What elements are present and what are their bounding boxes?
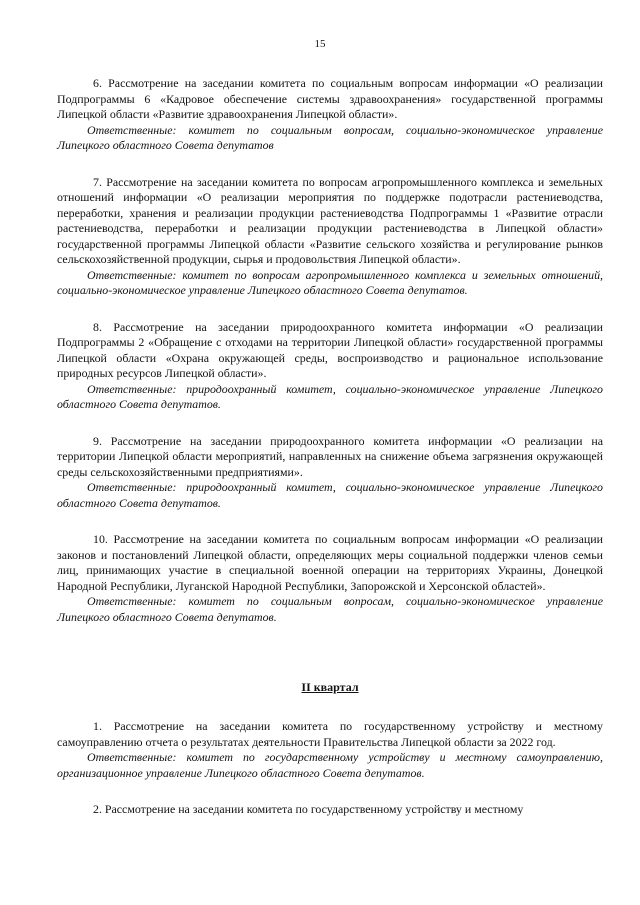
responsible-text: комитет по государственному устройству и местному самоуправлению, организационное управление Липецкого областного Совета депутатов. — [57, 750, 603, 780]
item-text: 7. Рассмотрение на заседании комитета по вопросам агропромышленного комплекса и земельных отношений информации «О реализации мероприятия по поддержке подотрасли растениеводства, переработки, хранения и реализации продукции растениеводства Подпрограммы 1 «Развитие отрасли растениеводства, переработки и реализации продукции растениеводства в Липецкой области» государственной программы Липецкой области «Развитие сельского хозяйства и регулирование рынков сельскохозяйственной продукции, сырья и продовольствия Липецкой области». — [57, 174, 603, 266]
agenda-item-6 — [57, 76, 603, 154]
section-heading-quarter: II квартал — [301, 680, 359, 694]
item-text: 10. Рассмотрение на заседании комитета по социальным вопросам информации «О реализации законов и постановлений Липецкой области, определяющих меры социальной поддержки членов семьи лиц, принимающих участие в специальной военной операции на территориях Украины, Донецкой Народной Республики, Луганской Народной Республики, Запорожской и Херсонской областей». — [57, 532, 603, 593]
agenda-item-9 — [57, 434, 603, 512]
responsible-line — [57, 123, 603, 154]
responsible-line — [57, 750, 603, 781]
responsible-label: Ответственные: — [87, 122, 177, 137]
responsible-label: Ответственные: — [87, 594, 177, 608]
responsible-text: комитет по социальным вопросам, социально-экономическое управление Липецкого областного Совета депутатов. — [57, 594, 603, 624]
item-text: 2. Рассмотрение на заседании комитета по государственному устройству и местному — [93, 802, 524, 816]
page-content — [57, 76, 603, 839]
item-text: 9. Рассмотрение на заседании природоохранного комитета информации «О реализации на территории Липецкой области мероприятий, направленных на снижение объема загрязнения окружающей среды сельскохозяйственными предприятиями». — [57, 433, 603, 479]
responsible-text: природоохранный комитет, социально-экономическое управление Липецкого областного Совета депутатов. — [57, 480, 603, 510]
responsible-line — [57, 382, 603, 413]
responsible-label: Ответственные: — [87, 480, 177, 494]
responsible-label: Ответственные: — [87, 750, 177, 764]
agenda-item-8 — [57, 320, 603, 413]
agenda-item-q2-2 — [57, 802, 603, 818]
agenda-item-10 — [57, 532, 603, 625]
responsible-text: комитет по вопросам агропромышленного комплекса и земельных отношений, социально-экономическое управление Липецкого областного Совета депутатов. — [57, 267, 603, 297]
responsible-line — [57, 480, 603, 511]
item-text: 1. Рассмотрение на заседании комитета по государственному устройству и местному самоуправлению отчета о результатах деятельности Правительства Липецкой области за 2022 год. — [57, 719, 603, 749]
responsible-text: комитет по социальным вопросам, социально-экономическое управление Липецкого областного Совета депутатов — [57, 122, 603, 152]
item-text: 8. Рассмотрение на заседании природоохранного комитета информации «О реализации Подпрограммы 2 «Обращение с отходами на территории Липецкой области» государственной программы Липецкой области «Охрана окружающей среды, воспроизводство и рациональное использование природных ресурсов Липецкой области». — [57, 319, 603, 380]
page-number: 15 — [314, 38, 326, 50]
responsible-line — [57, 594, 603, 625]
item-text: 6. Рассмотрение на заседании комитета по социальным вопросам информации «О реализации Подпрограммы 6 «Кадровое обеспечение системы здравоохранения» государственной программы Липецкой области «Развитие здравоохранения Липецкой области». — [57, 76, 603, 121]
agenda-item-q2-1 — [57, 719, 603, 781]
responsible-label: Ответственные: — [87, 267, 177, 282]
responsible-label: Ответственные: — [87, 381, 177, 396]
responsible-text: природоохранный комитет, социально-экономическое управление Липецкого областного Совета депутатов. — [57, 381, 603, 411]
agenda-item-7 — [57, 175, 603, 299]
responsible-line — [57, 268, 603, 299]
